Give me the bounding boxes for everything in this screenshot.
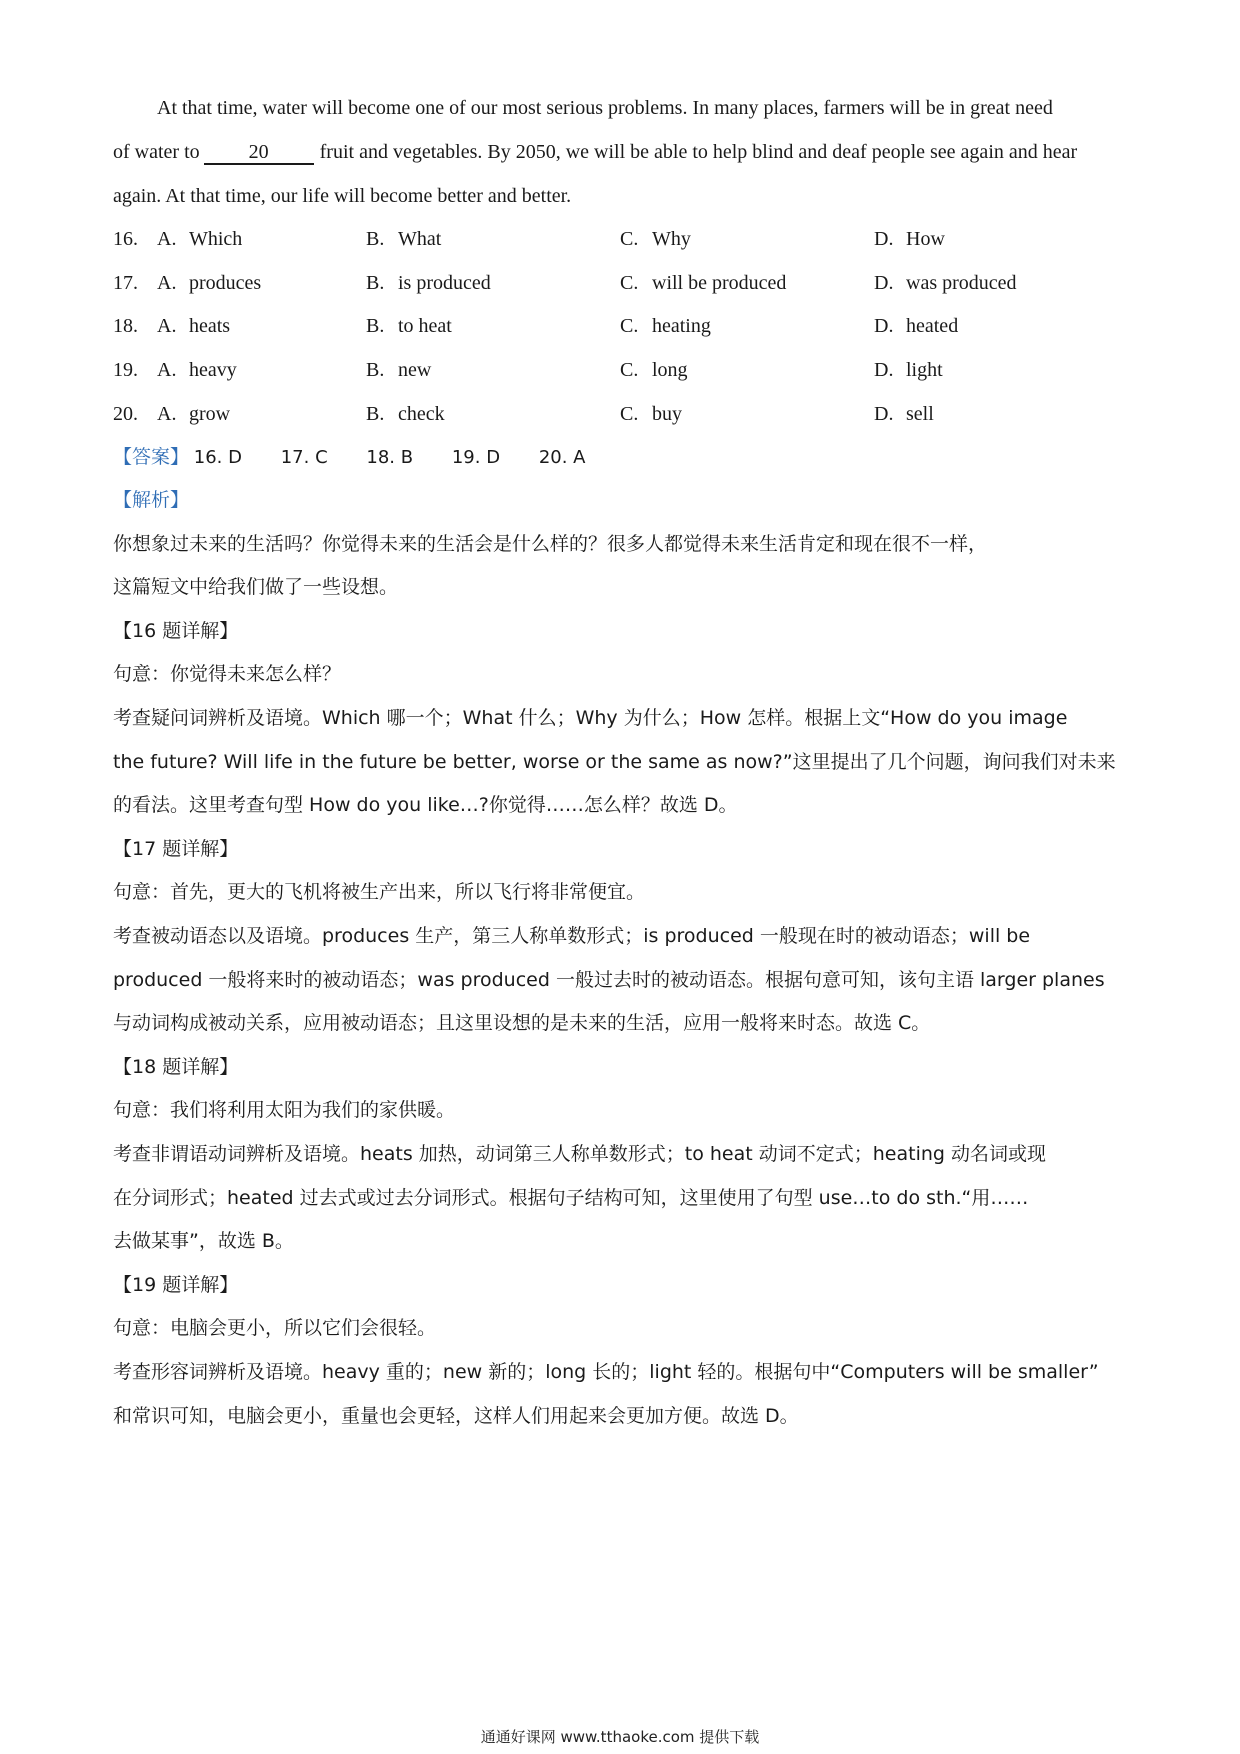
detail-line: 在分词形式；heated 过去式或过去分词形式。根据句子结构可知，这里使用了句型 use…to do sth.“用…… xyxy=(113,1187,1029,1209)
question-row xyxy=(113,313,1133,339)
detail-heading: 【18 题详解】 xyxy=(113,1056,239,1078)
detail-line: 与动词构成被动关系，应用被动语态；且这里设想的是未来的生活，应用一般将来时态。故选 C。 xyxy=(113,1012,931,1034)
question-row xyxy=(113,226,1133,252)
detail-line: 考查非谓语动词辨析及语境。heats 加热，动词第三人称单数形式；to heat 动词不定式；heating 动名词或现 xyxy=(113,1143,1046,1165)
passage-text: fruit and vegetables. By 2050, we will be able to help blind and deaf people see again and hear xyxy=(319,141,1078,163)
option-b: B. to heat xyxy=(366,315,452,337)
option-b: B. What xyxy=(366,228,442,250)
option-c: C. long xyxy=(620,359,688,381)
option-d: D. sell xyxy=(874,403,934,425)
question-row xyxy=(113,401,1133,427)
detail-line: 句意：电脑会更小，所以它们会很轻。 xyxy=(113,1317,437,1339)
option-d: D. light xyxy=(874,359,943,381)
detail-line: 句意：首先，更大的飞机将被生产出来，所以飞行将非常便宜。 xyxy=(113,881,646,903)
answer-item: 16. D xyxy=(193,447,242,468)
question-number: 20. xyxy=(113,403,138,425)
option-d: D. was produced xyxy=(874,272,1017,294)
option-a: A. heavy xyxy=(157,359,237,381)
option-d: D. How xyxy=(874,228,945,250)
option-a: A. Which xyxy=(157,228,243,250)
analysis-intro-line: 你想象过未来的生活吗？你觉得未来的生活会是什么样的？很多人都觉得未来生活肯定和现在很不一样， xyxy=(113,533,988,555)
passage-line: again. At that time, our life will become better and better. xyxy=(113,185,572,207)
question-row xyxy=(113,357,1133,383)
passage-line: At that time, water will become one of our most serious problems. In many places, farmers will be in great need xyxy=(157,97,1053,119)
detail-heading: 【17 题详解】 xyxy=(113,838,239,860)
answer-line xyxy=(113,444,620,471)
option-d: D. heated xyxy=(874,315,959,337)
answer-item: 19. D xyxy=(451,447,501,468)
passage-line xyxy=(113,139,1077,165)
question-number: 16. xyxy=(113,228,138,250)
detail-line: 和常识可知，电脑会更小，重量也会更轻，这样人们用起来会更加方便。故选 D。 xyxy=(113,1405,799,1427)
option-a: A. produces xyxy=(157,272,262,294)
analysis-label: 【解析】 xyxy=(113,489,190,511)
detail-line: 句意：我们将利用太阳为我们的家供暖。 xyxy=(113,1099,456,1121)
option-c: C. buy xyxy=(620,403,682,425)
option-b: B. check xyxy=(366,403,445,425)
option-b: B. is produced xyxy=(366,272,491,294)
option-b: B. new xyxy=(366,359,432,381)
option-c: C. will be produced xyxy=(620,272,787,294)
question-number: 19. xyxy=(113,359,138,381)
detail-line: produced 一般将来时的被动语态；was produced 一般过去时的被动语态。根据句意可知，该句主语 larger planes xyxy=(113,969,1105,991)
detail-line: 句意：你觉得未来怎么样？ xyxy=(113,663,342,685)
question-number: 18. xyxy=(113,315,138,337)
option-a: A. grow xyxy=(157,403,231,425)
question-row xyxy=(113,270,1133,296)
analysis-intro-line: 这篇短文中给我们做了一些设想。 xyxy=(113,576,399,598)
question-number: 17. xyxy=(113,272,138,294)
detail-line: 考查形容词辨析及语境。heavy 重的；new 新的；long 长的；light 轻的。根据句中“Computers will be smaller” xyxy=(113,1361,1099,1383)
option-c: C. heating xyxy=(620,315,711,337)
answer-item: 17. C xyxy=(280,447,328,468)
detail-heading: 【19 题详解】 xyxy=(113,1274,239,1296)
detail-line: 的看法。这里考查句型 How do you like…?你觉得……怎么样？故选 D。 xyxy=(113,794,738,816)
detail-line: 考查疑问词辨析及语境。Which 哪一个；What 什么；Why 为什么；How 怎样。根据上文“How do you image xyxy=(113,707,1068,729)
option-c: C. Why xyxy=(620,228,691,250)
answer-label: 【答案】 xyxy=(113,446,190,468)
detail-line: the future? Will life in the future be better, worse or the same as now?”这里提出了几个问题，询问我们对未来 xyxy=(113,751,1116,773)
page-footer: 通通好课网 www.tthaoke.com 提供下载 xyxy=(480,1728,760,1746)
passage-text: of water to xyxy=(113,141,200,163)
answer-item: 20. A xyxy=(538,447,586,468)
detail-line: 去做某事”，故选 B。 xyxy=(113,1230,294,1252)
answer-blank: 20 xyxy=(204,141,314,165)
detail-heading: 【16 题详解】 xyxy=(113,620,239,642)
answer-item: 18. B xyxy=(366,447,414,468)
option-a: A. heats xyxy=(157,315,231,337)
detail-line: 考查被动语态以及语境。produces 生产，第三人称单数形式；is produced 一般现在时的被动语态；will be xyxy=(113,925,1031,947)
